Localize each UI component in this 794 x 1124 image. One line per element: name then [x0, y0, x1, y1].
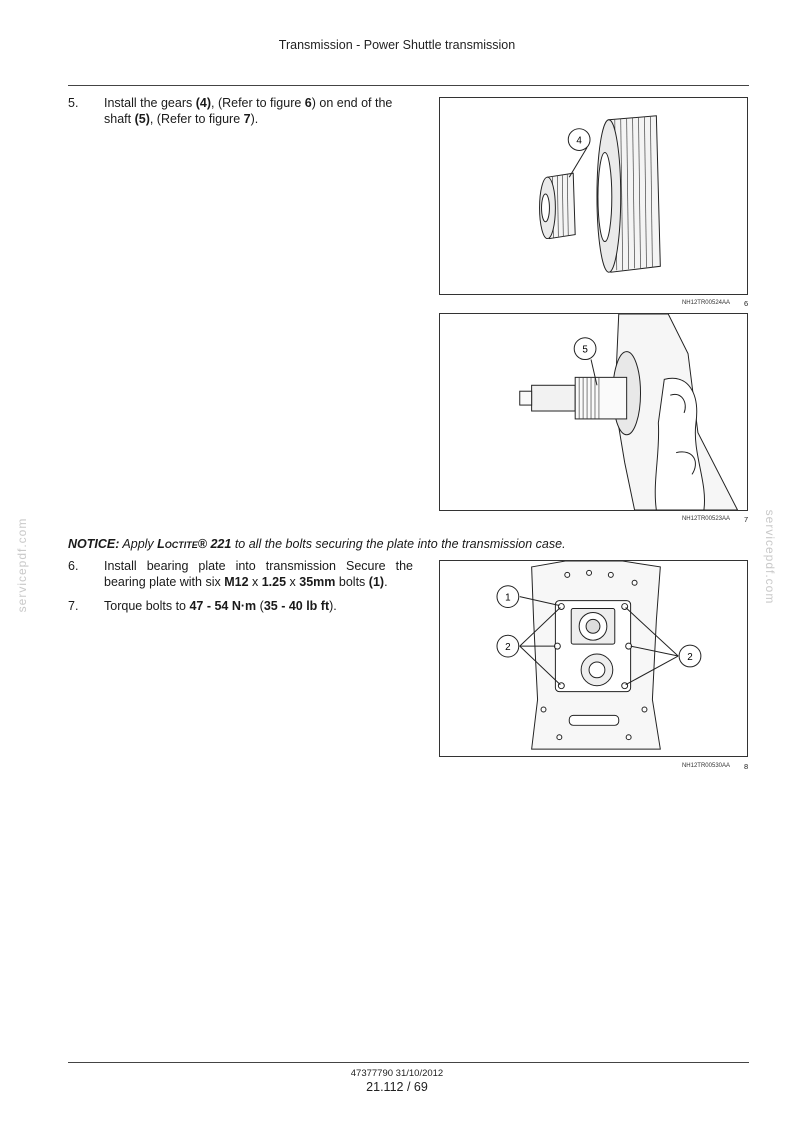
step-number: 5. [68, 96, 79, 110]
figure-number: 7 [744, 515, 749, 524]
figure-6-gears [439, 97, 748, 295]
step-number: 6. [68, 559, 79, 573]
figure-code: NH12TR00530AA [681, 763, 730, 769]
header-rule [68, 85, 749, 86]
footer-page-number: 21.112 / 69 [366, 1080, 428, 1094]
step-text [104, 598, 413, 614]
figure-number: 6 [744, 299, 749, 308]
torque-imperial: 35 - 40 lb ft [263, 599, 330, 613]
notice-label: NOTICE: [68, 537, 120, 551]
callout-ref: (1) [368, 575, 385, 589]
step-7 [68, 598, 413, 614]
torque-metric: 47 - 54 N·m [189, 599, 257, 613]
watermark-right: servicepdf.com [763, 509, 777, 605]
figure-ref: 6 [304, 96, 312, 110]
notice-product: Loctite® 221 [157, 537, 232, 551]
bearing-plate-illustration [440, 561, 747, 756]
step-text [104, 95, 413, 127]
callout-ref: (5) [134, 112, 150, 126]
callout-label: 2 [505, 642, 511, 654]
text-run: ( [256, 599, 264, 613]
callout-label: 4 [576, 135, 582, 147]
figure-code: NH12TR00523AA [681, 516, 730, 522]
footer-rule [68, 1062, 749, 1063]
gears-illustration [440, 98, 747, 294]
text-run: x [286, 575, 300, 589]
page-header-title: Transmission - Power Shuttle transmission [278, 38, 516, 52]
text-run: ). [250, 112, 259, 126]
figure-ref: 7 [243, 112, 251, 126]
text-run: x [248, 575, 262, 589]
text-run: Torque bolts to [104, 599, 190, 613]
spec-value: M12 [224, 575, 249, 589]
callout-label: 5 [582, 344, 588, 356]
text-run: Install the gears [104, 96, 196, 110]
notice-text: to all the bolts securing the plate into the transmission case. [231, 537, 566, 551]
footer-doc-info: 47377790 31/10/2012 [350, 1068, 444, 1079]
text-run: Install bearing plate into transmission Secure the bearing plate with six [104, 559, 413, 589]
shaft-illustration [440, 314, 747, 510]
text-run: , (Refer to figure [211, 96, 305, 110]
spec-value: 35mm [299, 575, 336, 589]
step-text [104, 558, 413, 590]
text-run: ). [329, 599, 337, 613]
text-run: ) on end of the shaft [104, 96, 393, 126]
step-number: 7. [68, 599, 79, 613]
step-6 [68, 558, 413, 590]
notice-text: Apply [119, 537, 158, 551]
text-run: . [384, 575, 388, 589]
callout-label: 2 [687, 651, 693, 663]
text-run: , (Refer to figure [149, 112, 244, 126]
text-run: bolts [335, 575, 369, 589]
figure-code: NH12TR00524AA [681, 300, 730, 306]
callout-label: 1 [505, 592, 511, 604]
callout-ref: (4) [195, 96, 211, 110]
figure-7-shaft [439, 313, 748, 511]
figure-number: 8 [744, 762, 749, 771]
step-5 [68, 95, 413, 127]
figure-8-bearing-plate [439, 560, 748, 757]
spec-value: 1.25 [261, 575, 287, 589]
notice [68, 537, 668, 551]
watermark-left: servicepdf.com [15, 517, 29, 613]
